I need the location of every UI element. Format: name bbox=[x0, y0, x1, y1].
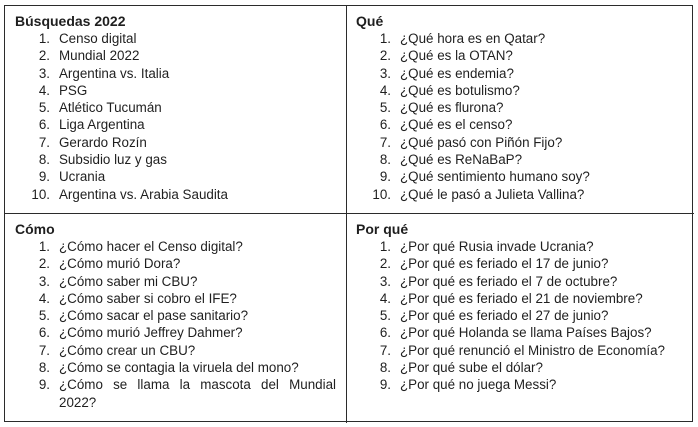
item-number: 4. bbox=[38, 290, 50, 306]
list-item bbox=[356, 290, 684, 307]
item-text: Argentina vs. Arabia Saudita bbox=[59, 186, 228, 202]
item-text: ¿Qué es la OTAN? bbox=[400, 48, 513, 64]
list-item bbox=[356, 82, 684, 99]
item-text: ¿Por qué Rusia invade Ucrania? bbox=[400, 239, 594, 254]
item-text: ¿Cómo sacar el pase sanitario? bbox=[59, 308, 249, 324]
item-number: 10. bbox=[31, 186, 50, 202]
list-item bbox=[15, 273, 336, 290]
ranked-list bbox=[15, 238, 336, 411]
list-item bbox=[356, 307, 684, 324]
item-number: 6. bbox=[38, 325, 50, 341]
list-item bbox=[15, 47, 336, 64]
item-number: 6. bbox=[38, 117, 50, 133]
searches-table bbox=[4, 5, 693, 422]
item-number: 10. bbox=[372, 186, 391, 202]
item-text: ¿Por qué es feriado el 17 de junio? bbox=[400, 256, 609, 272]
ranked-list bbox=[15, 30, 336, 203]
list-item bbox=[15, 324, 336, 341]
item-text: Ucrania bbox=[59, 169, 106, 185]
list-item bbox=[15, 99, 336, 116]
item-number: 3. bbox=[38, 65, 50, 81]
list-item bbox=[356, 151, 684, 168]
item-number: 9. bbox=[38, 377, 50, 393]
item-text: ¿Por qué renunció el Ministro de Economía? bbox=[400, 342, 665, 358]
list-item bbox=[15, 30, 336, 47]
item-number: 5. bbox=[379, 308, 391, 324]
item-text: Argentina vs. Italia bbox=[59, 65, 170, 81]
list-item bbox=[356, 99, 684, 116]
section-por-que bbox=[347, 214, 694, 423]
item-number: 3. bbox=[379, 65, 391, 81]
item-text: ¿Por qué es feriado el 21 de noviembre? bbox=[400, 290, 643, 306]
list-item bbox=[15, 65, 336, 82]
item-text: Mundial 2022 bbox=[59, 48, 140, 64]
list-item bbox=[356, 168, 684, 185]
ranked-list bbox=[356, 238, 684, 394]
item-number: 5. bbox=[379, 100, 391, 116]
item-number: 7. bbox=[379, 134, 391, 150]
item-text: ¿Qué hora es en Qatar? bbox=[400, 31, 546, 46]
list-item bbox=[15, 290, 336, 307]
item-number: 4. bbox=[379, 82, 391, 98]
section-como bbox=[5, 214, 347, 423]
item-text: ¿Cómo se llama la mascota del Mundial 2022? bbox=[59, 377, 336, 410]
item-text: Censo digital bbox=[59, 31, 137, 46]
item-text: ¿Qué le pasó a Julieta Vallina? bbox=[400, 186, 585, 202]
item-number: 5. bbox=[38, 100, 50, 116]
list-item bbox=[356, 116, 684, 133]
item-text: ¿Qué es endemia? bbox=[400, 65, 514, 81]
list-item bbox=[15, 255, 336, 272]
item-number: 7. bbox=[38, 342, 50, 358]
item-text: PSG bbox=[59, 82, 88, 98]
item-number: 1. bbox=[379, 31, 391, 46]
ranked-list bbox=[356, 30, 684, 203]
item-text: Subsidio luz y gas bbox=[59, 152, 167, 168]
item-text: ¿Cómo hacer el Censo digital? bbox=[59, 239, 243, 254]
item-number: 9. bbox=[379, 169, 391, 185]
list-item bbox=[356, 324, 684, 341]
section-busquedas-2022 bbox=[5, 6, 347, 214]
list-item bbox=[15, 116, 336, 133]
list-item bbox=[356, 255, 684, 272]
list-item bbox=[356, 30, 684, 47]
section-title: Qué bbox=[356, 13, 384, 29]
list-item bbox=[15, 134, 336, 151]
item-text: ¿Cómo se contagia la viruela del mono? bbox=[59, 360, 299, 376]
item-text: ¿Por qué sube el dólar? bbox=[400, 360, 543, 376]
list-item bbox=[356, 186, 684, 203]
item-text: ¿Por qué no juega Messi? bbox=[400, 377, 557, 393]
item-number: 3. bbox=[38, 273, 50, 289]
item-text: ¿Qué es flurona? bbox=[400, 100, 504, 116]
list-item bbox=[15, 238, 336, 255]
list-item bbox=[15, 82, 336, 99]
item-number: 2. bbox=[379, 256, 391, 272]
list-item bbox=[15, 359, 336, 376]
item-number: 9. bbox=[38, 169, 50, 185]
item-number: 8. bbox=[379, 360, 391, 376]
list-item bbox=[356, 359, 684, 376]
item-text: ¿Por qué es feriado el 27 de junio? bbox=[400, 308, 609, 324]
item-number: 3. bbox=[379, 273, 391, 289]
item-text: ¿Qué es ReNaBaP? bbox=[400, 152, 523, 168]
item-number: 4. bbox=[379, 290, 391, 306]
item-number: 9. bbox=[379, 377, 391, 393]
item-number: 6. bbox=[379, 117, 391, 133]
item-text: Atlético Tucumán bbox=[59, 100, 162, 116]
item-number: 1. bbox=[38, 31, 50, 46]
list-item bbox=[356, 238, 684, 255]
list-item bbox=[356, 65, 684, 82]
item-text: Liga Argentina bbox=[59, 117, 145, 133]
item-number: 5. bbox=[38, 308, 50, 324]
item-text: ¿Qué es el censo? bbox=[400, 117, 513, 133]
item-text: ¿Qué es botulismo? bbox=[400, 82, 520, 98]
item-number: 7. bbox=[38, 134, 50, 150]
item-text: ¿Por qué es feriado el 7 de octubre? bbox=[400, 273, 618, 289]
item-number: 1. bbox=[38, 239, 50, 254]
list-item bbox=[356, 376, 684, 393]
item-number: 1. bbox=[379, 239, 391, 254]
item-text: ¿Cómo murió Jeffrey Dahmer? bbox=[59, 325, 243, 341]
item-text: ¿Cómo saber mi CBU? bbox=[59, 273, 198, 289]
item-text: ¿Por qué Holanda se llama Países Bajos? bbox=[400, 325, 652, 341]
list-item bbox=[15, 307, 336, 324]
item-number: 4. bbox=[38, 82, 50, 98]
list-item bbox=[356, 342, 684, 359]
list-item bbox=[15, 342, 336, 359]
list-item bbox=[356, 47, 684, 64]
list-item bbox=[356, 273, 684, 290]
item-text: ¿Qué pasó con Piñón Fijo? bbox=[400, 134, 563, 150]
item-number: 2. bbox=[38, 48, 50, 64]
item-number: 7. bbox=[379, 342, 391, 358]
item-number: 8. bbox=[38, 360, 50, 376]
section-title: Por qué bbox=[356, 221, 409, 237]
section-que bbox=[347, 6, 694, 214]
section-title: Cómo bbox=[15, 221, 55, 237]
list-item bbox=[15, 151, 336, 168]
list-item bbox=[15, 186, 336, 203]
item-number: 8. bbox=[38, 152, 50, 168]
item-text: Gerardo Rozín bbox=[59, 134, 147, 150]
item-number: 2. bbox=[38, 256, 50, 272]
list-item bbox=[15, 376, 336, 411]
item-number: 2. bbox=[379, 48, 391, 64]
list-item bbox=[15, 168, 336, 185]
item-number: 6. bbox=[379, 325, 391, 341]
item-text: ¿Qué sentimiento humano soy? bbox=[400, 169, 590, 185]
item-number: 8. bbox=[379, 152, 391, 168]
item-text: ¿Cómo crear un CBU? bbox=[59, 342, 196, 358]
list-item bbox=[356, 134, 684, 151]
section-title: Búsquedas 2022 bbox=[15, 13, 126, 29]
item-text: ¿Cómo saber si cobro el IFE? bbox=[59, 290, 237, 306]
item-text: ¿Cómo murió Dora? bbox=[59, 256, 181, 272]
